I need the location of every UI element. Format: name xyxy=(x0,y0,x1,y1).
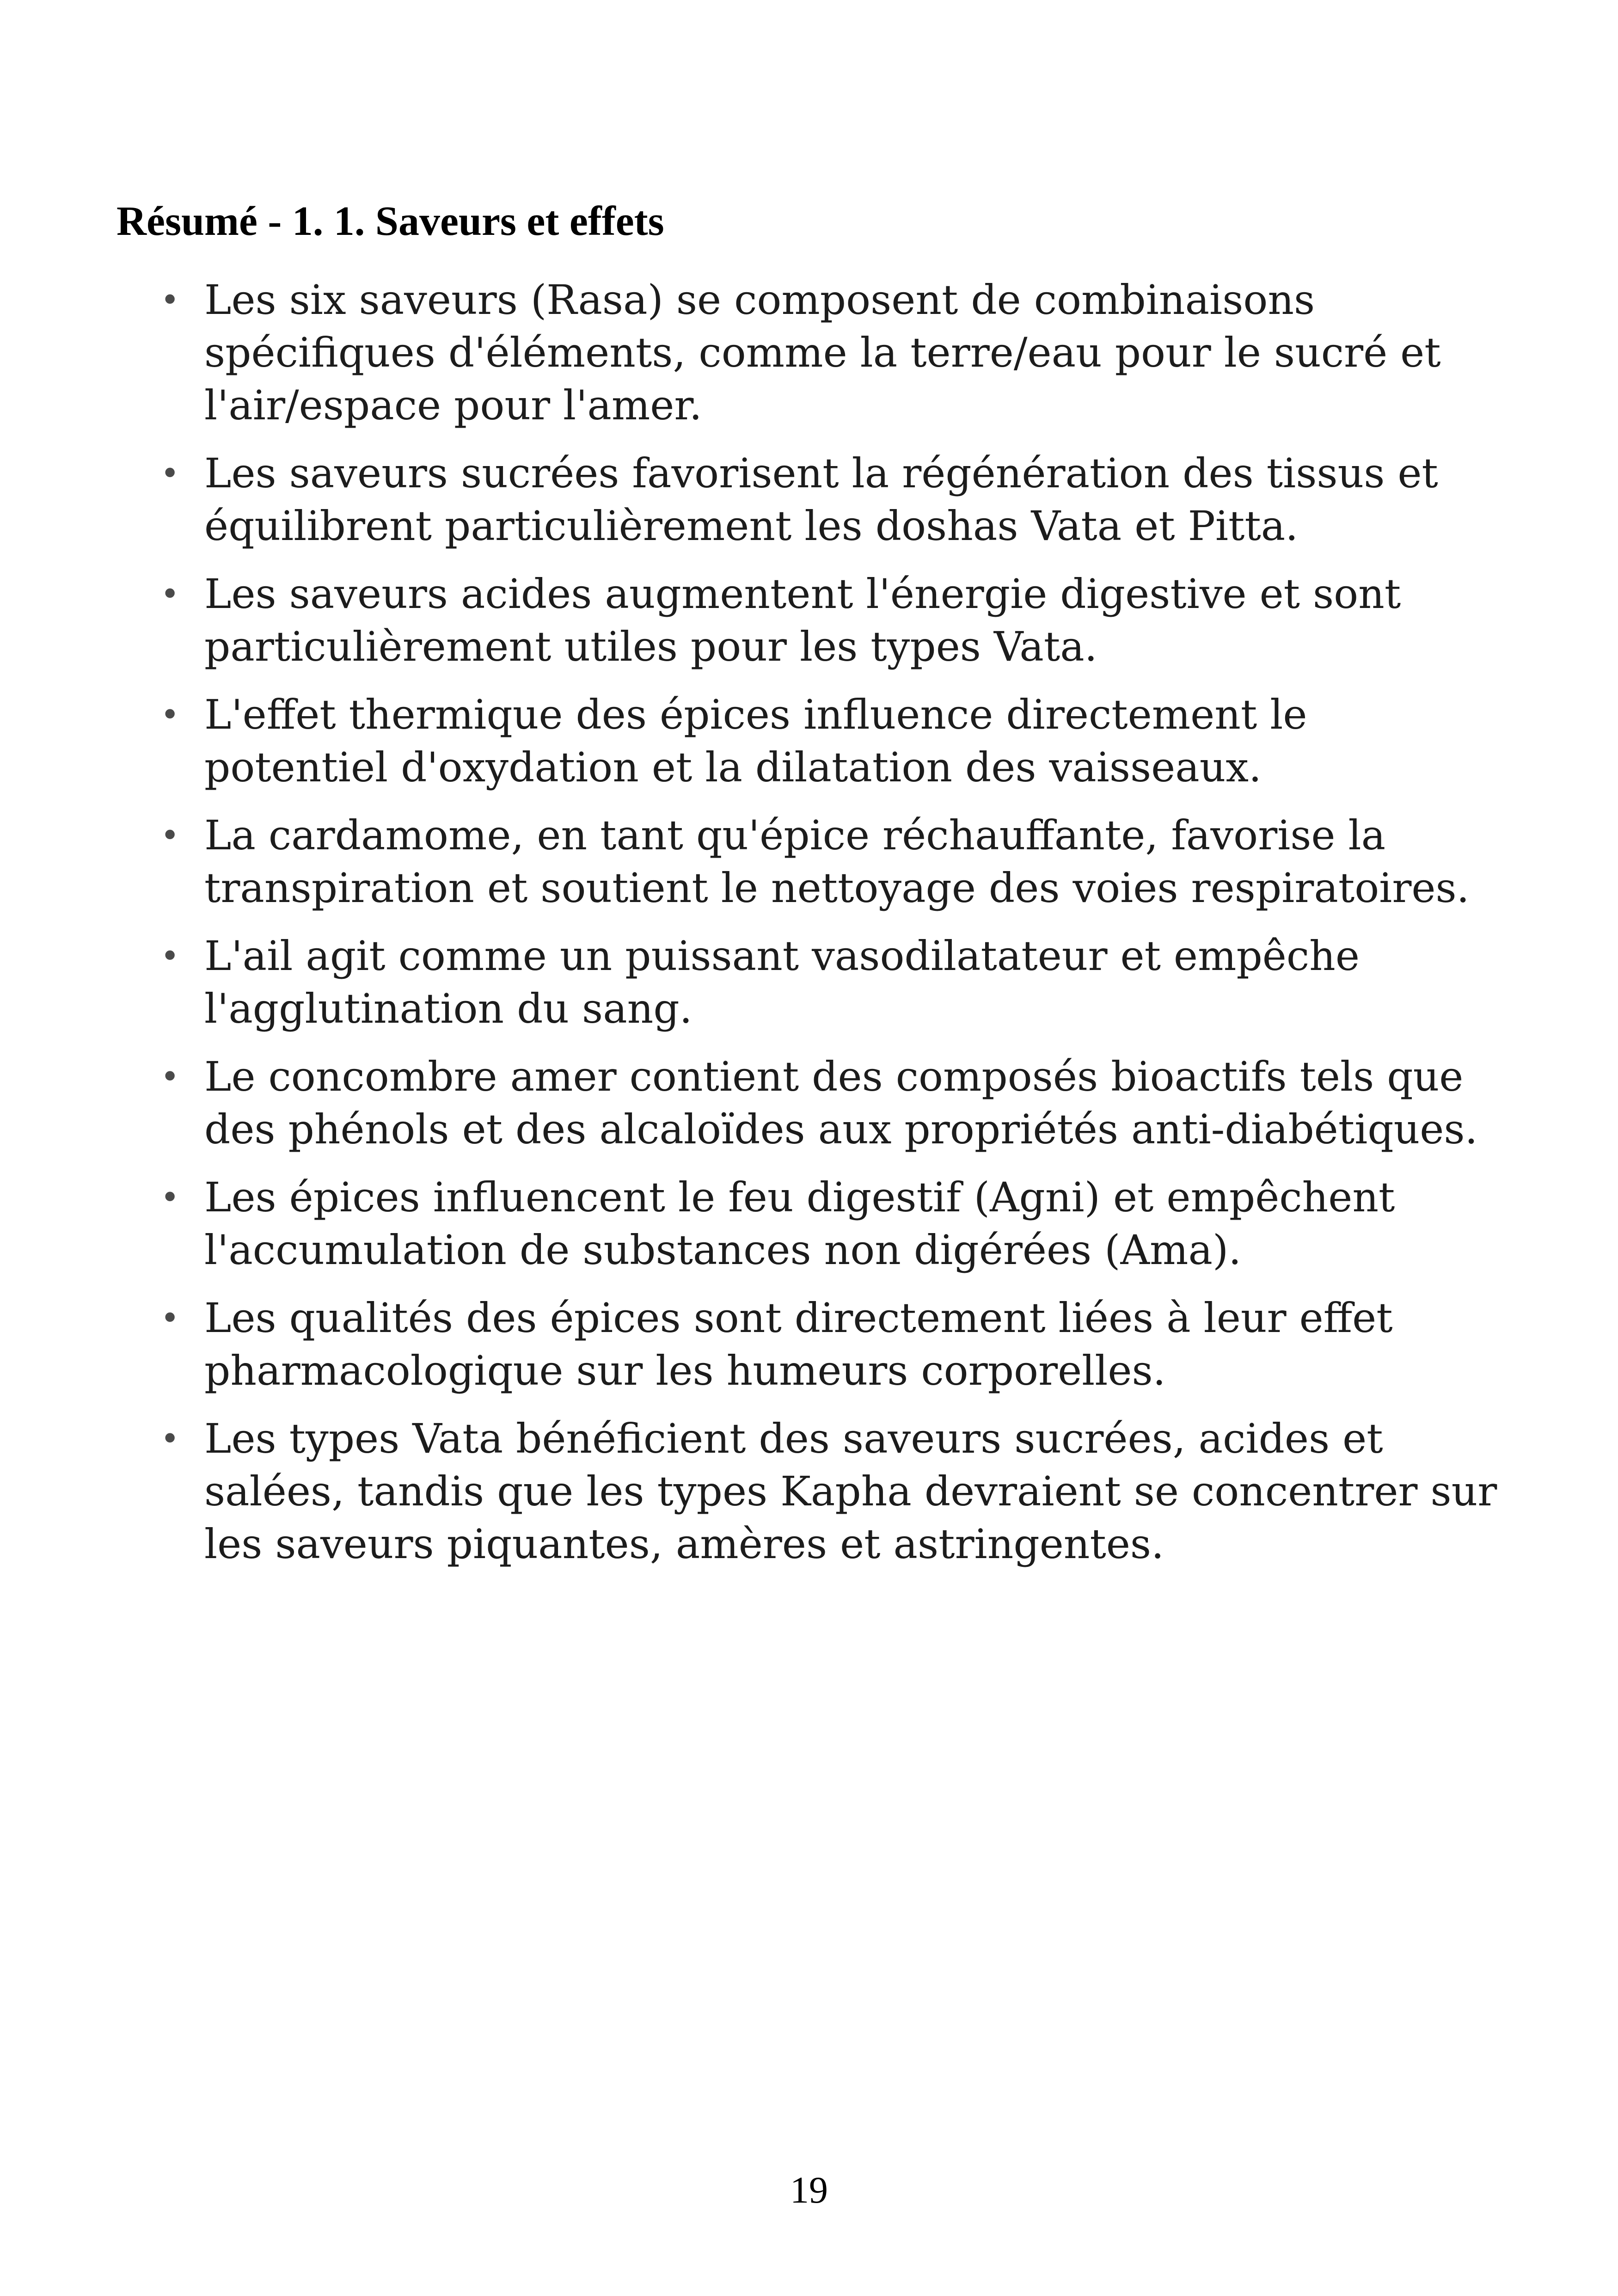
list-item xyxy=(0,1050,1618,1156)
list-item xyxy=(0,447,1618,553)
bullet-icon: • xyxy=(160,937,180,975)
list-item-text: Le concombre amer contient des composés bioactifs tels que des phénols et des alcaloïdes aux propriétés anti-diabétiques. xyxy=(204,1053,1478,1153)
list-item xyxy=(0,274,1618,432)
bullet-icon: • xyxy=(160,696,180,734)
bullet-icon: • xyxy=(160,1179,180,1216)
list-item-text: L'ail agit comme un puissant vasodilatateur et empêche l'agglutination du sang. xyxy=(204,932,1360,1032)
list-item xyxy=(0,1292,1618,1397)
list-item-text: Les qualités des épices sont directement liées à leur effet pharmacologique sur les humeurs corporelles. xyxy=(204,1294,1393,1394)
list-item xyxy=(0,688,1618,794)
bullet-icon: • xyxy=(160,281,180,319)
bullet-icon: • xyxy=(160,816,180,854)
bullet-icon: • xyxy=(160,575,180,613)
bullet-icon: • xyxy=(160,1299,180,1337)
list-item xyxy=(0,1171,1618,1277)
list-item xyxy=(0,930,1618,1035)
page-number: 19 xyxy=(790,2169,828,2211)
list-item-text: L'effet thermique des épices influence directement le potentiel d'oxydation et la dilatation des vaisseaux. xyxy=(204,691,1307,791)
bullet-icon: • xyxy=(160,1420,180,1458)
summary-list xyxy=(0,274,1618,1586)
list-item-text: Les types Vata bénéficient des saveurs sucrées, acides et salées, tandis que les types Kapha devraient se concentrer sur les saveurs piquantes, amères et astringentes. xyxy=(204,1415,1497,1568)
section-heading: Résumé - 1. 1. Saveurs et effets xyxy=(116,198,664,244)
list-item-text: Les saveurs acides augmentent l'énergie digestive et sont particulièrement utiles pour les types Vata. xyxy=(204,570,1401,670)
list-item-text: Les saveurs sucrées favorisent la régénération des tissus et équilibrent particulièrement les doshas Vata et Pitta. xyxy=(204,449,1438,550)
list-item xyxy=(0,1412,1618,1571)
list-item-text: Les épices influencent le feu digestif (Agni) et empêchent l'accumulation de substances non digérées (Ama). xyxy=(204,1173,1395,1274)
bullet-icon: • xyxy=(160,454,180,492)
list-item-text: Les six saveurs (Rasa) se composent de combinaisons spécifiques d'éléments, comme la terre/eau pour le sucré et l'air/espace pour l'amer. xyxy=(204,276,1441,429)
bullet-icon: • xyxy=(160,1058,180,1096)
list-item xyxy=(0,809,1618,915)
list-item-text: La cardamome, en tant qu'épice réchauffante, favorise la transpiration et soutient le nettoyage des voies respiratoires. xyxy=(204,811,1470,912)
list-item xyxy=(0,568,1618,673)
